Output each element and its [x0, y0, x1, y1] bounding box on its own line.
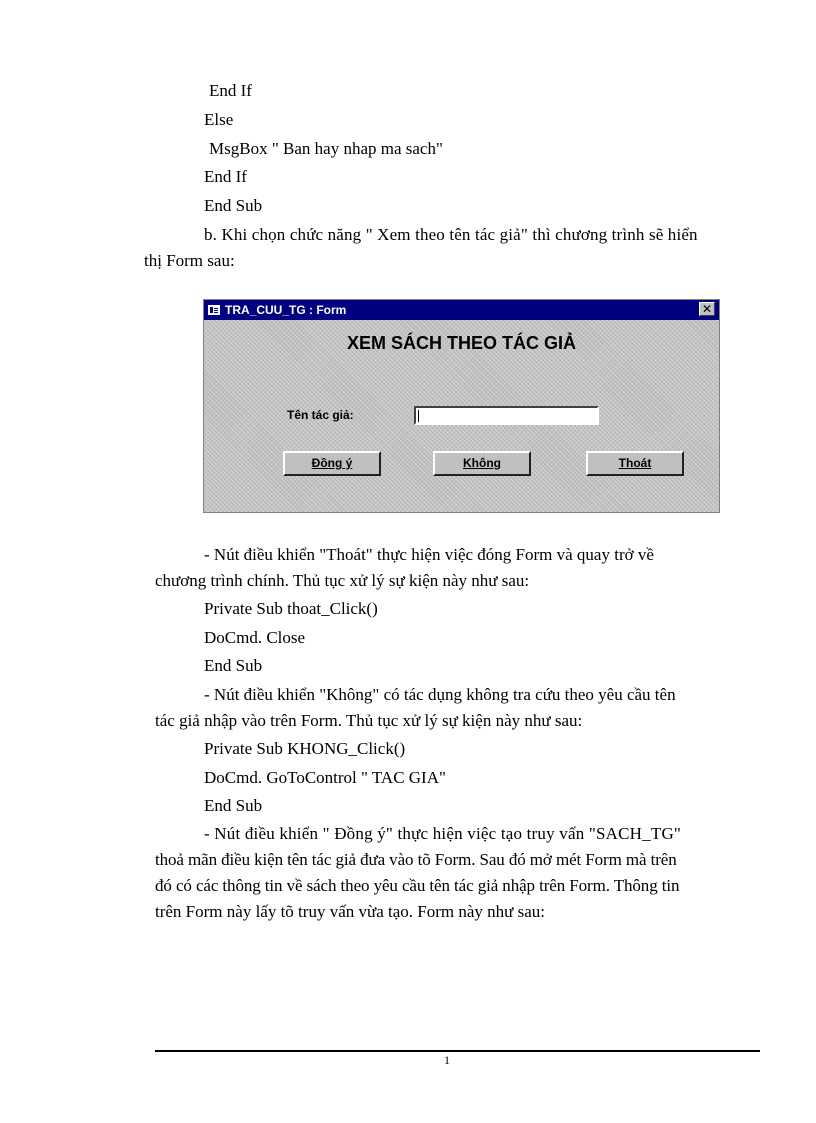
form-title: TRA_CUU_TG : Form	[225, 303, 347, 317]
text-caret	[418, 410, 419, 422]
code-line: End Sub	[204, 656, 263, 675]
code-line: Private Sub thoat_Click()	[204, 599, 378, 618]
paragraph-line: - Nút điều khiển "Thoát" thực hiện việc đóng Form và quay trở về	[204, 545, 654, 564]
paragraph-line: trên Form này lấy tõ truy vấn vừa tạo. Form này như sau:	[155, 902, 545, 921]
close-icon[interactable]: ✕	[699, 302, 715, 316]
paragraph-line: - Nút điều khiển "Không" có tác dụng không tra cứu theo yêu cầu tên	[204, 685, 676, 704]
paragraph-line: tác giả nhập vào trên Form. Thủ tục xử lý sự kiện này như sau:	[155, 711, 583, 730]
page-number: 1	[444, 1053, 450, 1067]
form-heading: XEM SÁCH THEO TÁC GIẢ	[346, 333, 576, 353]
form-icon	[208, 305, 220, 315]
code-line: End If	[204, 167, 247, 186]
form-screenshot	[203, 299, 720, 513]
ok-button[interactable]: Đồng ý	[283, 451, 381, 476]
author-input[interactable]	[414, 406, 599, 425]
code-line: Private Sub KHONG_Click()	[204, 739, 406, 758]
code-line: DoCmd. Close	[204, 628, 306, 647]
paragraph-line: b. Khi chọn chức năng " Xem theo tên tác giả" thì chương trình sẽ hiển	[204, 225, 698, 244]
exit-button[interactable]: Thoát	[586, 451, 684, 476]
paragraph-line: chương trình chính. Thủ tục xử lý sự kiện này như sau:	[155, 571, 530, 590]
paragraph-line: - Nút điều khiển " Đồng ý" thực hiện việc tạo truy vấn "SACH_TG"	[204, 824, 682, 843]
footer-divider	[155, 1050, 760, 1052]
paragraph-line: thoả mãn điều kiện tên tác giả đưa vào tõ Form. Sau đó mở mét Form mà trên	[155, 850, 677, 869]
paragraph-line: thị Form sau:	[144, 251, 235, 270]
author-label: Tên tác giả:	[287, 408, 354, 422]
code-line: DoCmd. GoToControl " TAC GIA"	[204, 768, 446, 787]
paragraph-line: đó có các thông tin về sách theo yêu cầu tên tác giả nhập trên Form. Thông tin	[155, 876, 680, 895]
form-titlebar	[204, 300, 719, 320]
code-line: End Sub	[204, 796, 263, 815]
no-button[interactable]: Không	[433, 451, 531, 476]
code-line: MsgBox " Ban hay nhap ma sach"	[209, 139, 443, 158]
code-line: End If	[209, 81, 252, 100]
code-line: End Sub	[204, 196, 263, 215]
code-line: Else	[204, 110, 234, 129]
